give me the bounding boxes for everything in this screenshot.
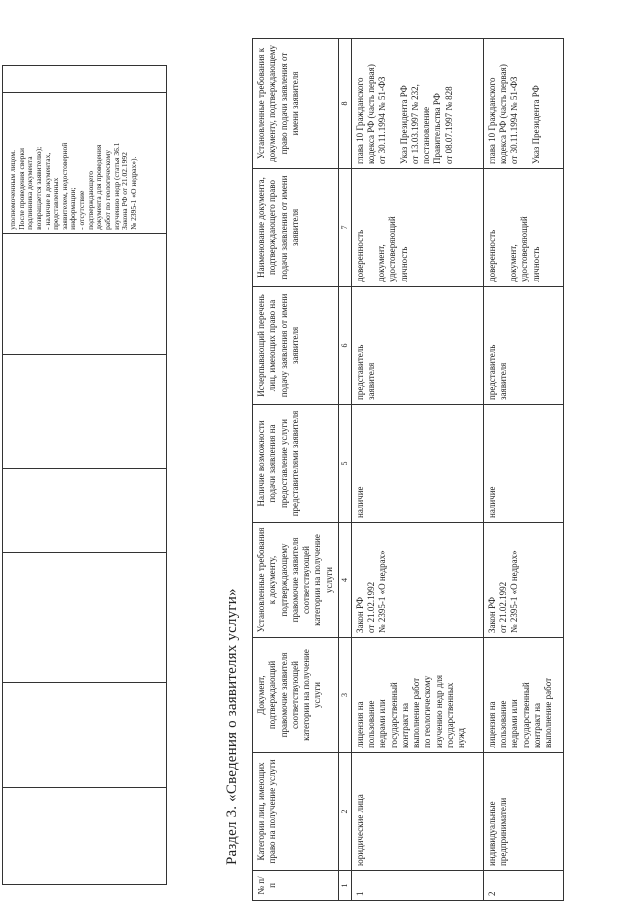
- text-line: личность: [530, 246, 541, 282]
- text-line: доверенность: [354, 229, 365, 282]
- header-cell: Документ, подтверждающий правомочие заявителя соответствующей категории на получение услуги: [253, 638, 339, 753]
- authority-document: [351, 638, 483, 753]
- header-cell: Категории лиц, имеющих право на получение услуги: [253, 753, 339, 871]
- authorized-persons: [351, 287, 483, 405]
- representative-document: [483, 169, 563, 287]
- text-line: Закона РФ от 21.02.1992: [120, 152, 130, 230]
- text-line: пользование: [366, 700, 376, 748]
- authorized-persons: [483, 287, 563, 405]
- applicant-category: юридические лица: [351, 753, 483, 871]
- applicant-category: индивидуальные предприниматели: [483, 753, 563, 871]
- document-requirements: [351, 523, 483, 638]
- table-row: [483, 39, 563, 901]
- text-line: контракт на: [531, 702, 542, 748]
- text-line: от 08.07.1997 № 828: [443, 86, 454, 164]
- text-line: изучению недр (статья 36.1: [111, 142, 121, 230]
- empty-cell: [3, 788, 167, 885]
- row-number: 2: [483, 871, 563, 901]
- text-line: - наличие в документах,: [42, 152, 52, 230]
- text-line: документ,: [376, 244, 386, 282]
- column-number: 5: [338, 405, 351, 523]
- text-line: заявителя: [366, 362, 376, 400]
- header-cell: Установленные требования к документу, подтверждающему правомочие заявителя соответствующей категории на получение услуги: [253, 523, 339, 638]
- text-line: удостоверяющий: [387, 216, 398, 282]
- text-line: выполнение работ: [411, 677, 421, 748]
- text-line: Закон РФ: [486, 597, 497, 633]
- text-line: Указ Президента РФ: [530, 85, 541, 164]
- text-line: возвращается заявителю);: [33, 146, 43, 230]
- table-row: [351, 39, 483, 901]
- text-line: № 2395-1 «О недрах»: [509, 550, 520, 633]
- header-cell: Исчерпывающий перечень лиц, имеющих право на подачу заявления от имени заявителя: [253, 287, 339, 405]
- text-line: Указ Президента РФ: [398, 85, 409, 164]
- text-line: государственный: [520, 682, 531, 748]
- text-line: личность: [398, 246, 409, 282]
- authority-document: [483, 638, 563, 753]
- text-line: недрами или: [377, 699, 388, 748]
- row-number: 1: [351, 871, 483, 901]
- text-line: нужд: [456, 728, 466, 748]
- text-line: глава 10 Гражданского: [486, 77, 497, 164]
- representative-document: [351, 169, 483, 287]
- text-line: документа для проведения: [94, 144, 104, 230]
- text-line: Правительства РФ: [432, 93, 443, 164]
- text-line: удостоверяющий: [519, 216, 530, 282]
- text-line: уполномоченным лицом.: [8, 150, 17, 230]
- column-number: 4: [338, 523, 351, 638]
- text-line: заявителя: [498, 362, 508, 400]
- text-line: представитель: [486, 344, 497, 400]
- text-line: контракт на: [399, 702, 410, 748]
- text-line: кодекса РФ (часть первая): [366, 64, 376, 164]
- empty-cell: [3, 355, 167, 468]
- column-number: 3: [338, 638, 351, 753]
- text-line: постановление: [421, 106, 431, 164]
- header-cell: Установленные требования к документу, подтверждающему право подачи заявления от имени заявителя: [253, 39, 339, 169]
- representative-document-requirements: [483, 39, 563, 169]
- text-line: кодекса РФ (часть первая): [498, 64, 508, 164]
- text-line: представитель: [354, 344, 365, 400]
- text-line: № 2395-1 «О недрах»: [377, 550, 388, 633]
- column-number-row: [338, 39, 351, 901]
- text-line: № 2395-1 «О недрах»).: [128, 156, 138, 230]
- empty-cell: [3, 66, 167, 94]
- document-requirements: [483, 523, 563, 638]
- empty-cell: [3, 468, 167, 553]
- header-cell: № п/п: [253, 871, 339, 901]
- text-line: После проведения сверки: [16, 147, 26, 230]
- text-line: - отсутствие: [77, 190, 86, 230]
- empty-cell: [3, 682, 167, 787]
- header-row: [253, 39, 339, 901]
- text-line: Закон РФ: [354, 597, 365, 633]
- empty-cell: [3, 553, 167, 683]
- text-line: доверенность: [486, 229, 497, 282]
- text-line: глава 10 Гражданского: [354, 77, 365, 164]
- column-number: 8: [338, 39, 351, 169]
- text-line: изучению недр для: [433, 674, 444, 748]
- text-line: от 21.02.1992: [366, 581, 376, 633]
- text-line: выполнение работ: [543, 677, 553, 748]
- previous-section-table: [2, 65, 167, 885]
- text-line: по геологическому: [422, 675, 433, 748]
- section-title: Раздел 3. «Сведения о заявителях услуги»: [224, 588, 240, 865]
- text-line: пользование: [498, 700, 508, 748]
- empty-cell: [3, 233, 167, 354]
- text-line: государственный: [388, 682, 399, 748]
- text-line: документ,: [508, 244, 518, 282]
- refusal-grounds-cell: [3, 93, 167, 233]
- column-number: 6: [338, 287, 351, 405]
- column-number: 2: [338, 753, 351, 871]
- column-number: 1: [338, 871, 351, 901]
- header-cell: Наличие возможности подачи заявления на предоставление услуги представителями заявителя: [253, 405, 339, 523]
- representative-possibility: наличие: [351, 405, 483, 523]
- text-line: от 21.02.1992: [498, 581, 508, 633]
- text-line: лицензия на: [486, 701, 497, 748]
- spacer: [498, 173, 508, 282]
- representative-document-requirements: [351, 39, 483, 169]
- text-line: от 13.03.1997 № 232,: [409, 84, 420, 164]
- spacer: [521, 43, 531, 164]
- text-line: от 30.11.1994 № 51-ФЗ: [377, 76, 388, 164]
- spacer: [389, 43, 399, 164]
- text-line: заявителем, недостоверной: [59, 142, 69, 230]
- representative-possibility: наличие: [483, 405, 563, 523]
- text-line: работ по геологическому: [102, 150, 112, 230]
- header-cell: Наименование документа, подтверждающего право подачи заявления от имени заявителя: [253, 169, 339, 287]
- text-line: государственных: [444, 682, 455, 748]
- column-number: 7: [338, 169, 351, 287]
- text-line: от 30.11.1994 № 51-ФЗ: [509, 76, 520, 164]
- applicants-table: [252, 38, 564, 901]
- spacer: [366, 173, 376, 282]
- text-line: информации;: [68, 187, 78, 230]
- text-line: лицензия на: [354, 701, 365, 748]
- text-line: подлинника документа: [25, 156, 35, 230]
- text-line: подтверждающего: [85, 170, 95, 230]
- text-line: недрами или: [509, 699, 520, 748]
- text-line: представленных: [51, 177, 61, 230]
